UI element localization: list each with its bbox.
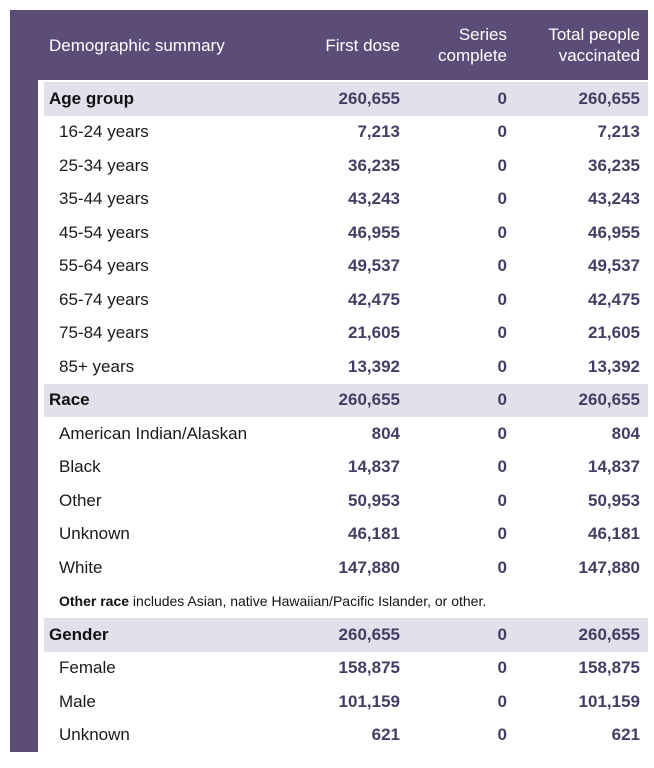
series-complete-value: 0 xyxy=(497,289,507,309)
left-accent-bar xyxy=(10,80,38,752)
total-vaccinated-value: 260,655 xyxy=(578,624,640,644)
table-row xyxy=(44,652,648,686)
race-footnote xyxy=(44,593,648,609)
column-header-series-complete: Series complete xyxy=(438,25,507,65)
first-dose-value: 36,235 xyxy=(348,155,400,175)
row-label: Other xyxy=(59,490,102,510)
row-label: 65-74 years xyxy=(59,289,149,309)
table-row xyxy=(44,116,648,150)
table-row xyxy=(44,350,648,384)
table-rows xyxy=(44,80,648,752)
total-vaccinated-value: 43,243 xyxy=(588,189,640,209)
series-complete-value: 0 xyxy=(497,658,507,678)
row-label: Age group xyxy=(49,88,134,108)
first-dose-value: 147,880 xyxy=(338,557,400,577)
series-complete-value: 0 xyxy=(497,189,507,209)
first-dose-value: 158,875 xyxy=(338,658,400,678)
first-dose-value: 46,955 xyxy=(348,222,400,242)
row-label: Male xyxy=(59,691,96,711)
first-dose-value: 621 xyxy=(371,725,400,745)
series-complete-value: 0 xyxy=(497,356,507,376)
table-row xyxy=(44,484,648,518)
note-text: includes Asian, native Hawaiian/Pacific Islander, or other. xyxy=(129,593,487,610)
table-row xyxy=(44,518,648,552)
row-label: 75-84 years xyxy=(59,323,149,343)
series-complete-value: 0 xyxy=(497,390,507,410)
column-header-demographic-summary: Demographic summary xyxy=(49,35,225,55)
total-vaccinated-value: 621 xyxy=(611,725,640,745)
row-label: 55-64 years xyxy=(59,256,149,276)
total-vaccinated-value: 36,235 xyxy=(588,155,640,175)
series-complete-value: 0 xyxy=(497,122,507,142)
table-body xyxy=(10,80,648,752)
total-vaccinated-value: 260,655 xyxy=(578,390,640,410)
row-label: 16-24 years xyxy=(59,122,149,142)
table-row xyxy=(44,283,648,317)
first-dose-value: 7,213 xyxy=(357,122,400,142)
total-vaccinated-value: 42,475 xyxy=(588,289,640,309)
total-vaccinated-value: 14,837 xyxy=(588,457,640,477)
column-header-total-vaccinated: Total people vaccinated xyxy=(548,25,640,65)
row-label: Race xyxy=(49,390,90,410)
series-complete-value: 0 xyxy=(497,323,507,343)
series-complete-value: 0 xyxy=(497,256,507,276)
table-row xyxy=(44,551,648,585)
first-dose-value: 14,837 xyxy=(348,457,400,477)
total-vaccinated-value: 50,953 xyxy=(588,490,640,510)
table-row xyxy=(44,317,648,351)
row-label: Unknown xyxy=(59,725,130,745)
series-complete-value: 0 xyxy=(497,524,507,544)
table-row xyxy=(44,149,648,183)
row-label: Gender xyxy=(49,624,109,644)
total-vaccinated-value: 13,392 xyxy=(588,356,640,376)
series-complete-value: 0 xyxy=(497,222,507,242)
series-complete-value: 0 xyxy=(497,155,507,175)
total-vaccinated-value: 49,537 xyxy=(588,256,640,276)
series-complete-value: 0 xyxy=(497,725,507,745)
first-dose-value: 101,159 xyxy=(338,691,400,711)
total-vaccinated-value: 158,875 xyxy=(578,658,640,678)
first-dose-value: 50,953 xyxy=(348,490,400,510)
series-complete-value: 0 xyxy=(497,557,507,577)
table-row xyxy=(44,417,648,451)
first-dose-value: 49,537 xyxy=(348,256,400,276)
table-row xyxy=(44,685,648,719)
note-bold-text: Other race xyxy=(59,593,130,610)
section-row xyxy=(44,384,648,418)
total-vaccinated-value: 260,655 xyxy=(578,88,640,108)
table-row xyxy=(44,216,648,250)
first-dose-value: 21,605 xyxy=(348,323,400,343)
first-dose-value: 804 xyxy=(371,423,400,443)
row-label: 35-44 years xyxy=(59,189,149,209)
table-header xyxy=(10,10,648,80)
total-vaccinated-value: 7,213 xyxy=(597,122,640,142)
total-vaccinated-value: 101,159 xyxy=(578,691,640,711)
total-vaccinated-value: 804 xyxy=(611,423,640,443)
row-label: 25-34 years xyxy=(59,155,149,175)
total-vaccinated-value: 21,605 xyxy=(588,323,640,343)
first-dose-value: 13,392 xyxy=(348,356,400,376)
series-complete-value: 0 xyxy=(497,490,507,510)
row-label: 85+ years xyxy=(59,356,135,376)
row-label: White xyxy=(59,557,103,577)
row-label: American Indian/Alaskan xyxy=(59,423,248,443)
column-header-first-dose: First dose xyxy=(325,35,400,55)
total-vaccinated-value: 46,955 xyxy=(588,222,640,242)
first-dose-value: 260,655 xyxy=(338,390,400,410)
series-complete-value: 0 xyxy=(497,691,507,711)
section-row xyxy=(44,82,648,116)
total-vaccinated-value: 147,880 xyxy=(578,557,640,577)
first-dose-value: 42,475 xyxy=(348,289,400,309)
demographic-summary-table xyxy=(10,10,648,752)
series-complete-value: 0 xyxy=(497,624,507,644)
row-label: Black xyxy=(59,457,101,477)
first-dose-value: 43,243 xyxy=(348,189,400,209)
first-dose-value: 260,655 xyxy=(338,88,400,108)
series-complete-value: 0 xyxy=(497,423,507,443)
table-row xyxy=(44,183,648,217)
first-dose-value: 46,181 xyxy=(348,524,400,544)
series-complete-value: 0 xyxy=(497,457,507,477)
row-label: Female xyxy=(59,658,116,678)
first-dose-value: 260,655 xyxy=(338,624,400,644)
total-vaccinated-value: 46,181 xyxy=(588,524,640,544)
series-complete-value: 0 xyxy=(497,88,507,108)
table-row xyxy=(44,451,648,485)
note-row xyxy=(44,585,648,619)
table-row xyxy=(44,719,648,753)
table-row xyxy=(44,250,648,284)
row-label: Unknown xyxy=(59,524,130,544)
row-label: 45-54 years xyxy=(59,222,149,242)
section-row xyxy=(44,618,648,652)
